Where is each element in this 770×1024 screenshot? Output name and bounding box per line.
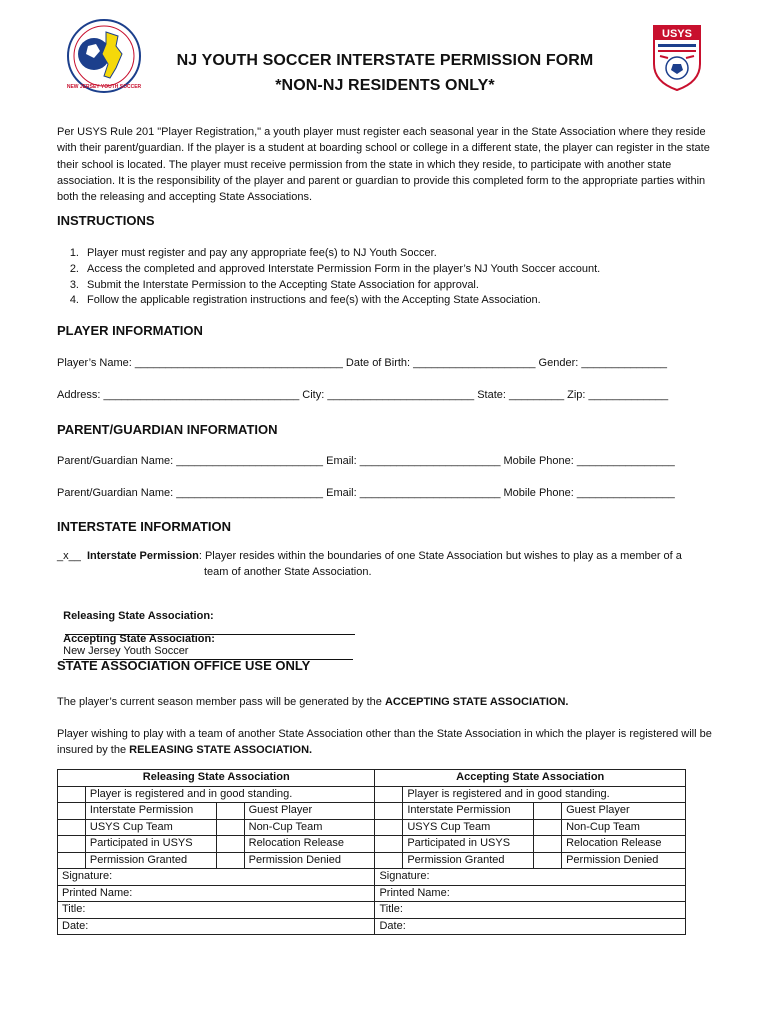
list-item: 1. Player must register and pay any appropriate fee(s) to NJ Youth Soccer. bbox=[69, 247, 437, 259]
checkbox-cell[interactable] bbox=[58, 819, 86, 836]
releasing-header: Releasing State Association bbox=[58, 770, 375, 787]
table-cell: Player is registered and in good standing. bbox=[403, 786, 686, 803]
table-row bbox=[58, 836, 686, 853]
table-cell: USYS Cup Team bbox=[85, 819, 216, 836]
accepting-row bbox=[57, 621, 353, 660]
checkbox-cell[interactable] bbox=[534, 819, 562, 836]
player-name-row[interactable]: Player’s Name: __________________________________ Date of Birth: ____________________ Gender: ______________ bbox=[57, 357, 668, 369]
checkbox-cell[interactable] bbox=[58, 852, 86, 869]
table-cell: Permission Granted bbox=[403, 852, 534, 869]
table-row bbox=[58, 885, 686, 902]
releasing-title[interactable]: Title: bbox=[58, 902, 375, 919]
office-paragraph-1: The player’s current season member pass will be generated by the ACCEPTING STATE ASSOCIATION. bbox=[57, 696, 569, 708]
checkbox-cell[interactable] bbox=[534, 852, 562, 869]
table-cell: Non-Cup Team bbox=[562, 819, 686, 836]
office-use-heading: STATE ASSOCIATION OFFICE USE ONLY bbox=[57, 658, 311, 673]
table-cell: Interstate Permission bbox=[85, 803, 216, 820]
accepting-printed-name[interactable]: Printed Name: bbox=[375, 885, 686, 902]
checkbox-cell[interactable] bbox=[534, 803, 562, 820]
instructions-list bbox=[57, 246, 600, 309]
table-cell: Relocation Release bbox=[244, 836, 375, 853]
accepting-label: Accepting State Association: bbox=[63, 633, 215, 645]
table-row bbox=[58, 902, 686, 919]
list-item: 2. Access the completed and approved Interstate Permission Form in the player’s NJ Youth Soccer account. bbox=[69, 262, 601, 275]
table-cell: Participated in USYS bbox=[85, 836, 216, 853]
permission-check[interactable]: _x__ bbox=[57, 550, 81, 562]
checkbox-cell[interactable] bbox=[375, 803, 403, 820]
checkbox-cell[interactable] bbox=[58, 786, 86, 803]
accepting-header: Accepting State Association bbox=[375, 770, 686, 787]
right-logo-text: USYS bbox=[662, 28, 692, 40]
table-cell: Permission Denied bbox=[562, 852, 686, 869]
accepting-signature[interactable]: Signature: bbox=[375, 869, 686, 886]
list-item: 3. Submit the Interstate Permission to the Accepting State Association for approval. bbox=[69, 278, 479, 291]
checkbox-cell[interactable] bbox=[216, 836, 244, 853]
table-cell: Non-Cup Team bbox=[244, 819, 375, 836]
table-cell: Permission Granted bbox=[85, 852, 216, 869]
table-row bbox=[58, 803, 686, 820]
releasing-signature[interactable]: Signature: bbox=[58, 869, 375, 886]
player-info-heading: PLAYER INFORMATION bbox=[57, 323, 203, 338]
form-subtitle: *NON-NJ RESIDENTS ONLY* bbox=[275, 77, 495, 94]
table-cell: Player is registered and in good standing. bbox=[85, 786, 375, 803]
form-title: NJ YOUTH SOCCER INTERSTATE PERMISSION FORM bbox=[176, 52, 594, 69]
table-cell: USYS Cup Team bbox=[403, 819, 534, 836]
checkbox-cell[interactable] bbox=[58, 836, 86, 853]
checkbox-cell[interactable] bbox=[375, 819, 403, 836]
left-logo-text: NEW JERSEY YOUTH SOCCER bbox=[66, 84, 142, 90]
player-address-row[interactable]: Address: ________________________________ City: ________________________ State: _________ Zip: _____________ bbox=[57, 389, 669, 401]
table-cell: Permission Denied bbox=[244, 852, 375, 869]
checkbox-cell[interactable] bbox=[375, 786, 403, 803]
list-item: 4. Follow the applicable registration instructions and fee(s) with the Accepting State Association. bbox=[69, 294, 541, 307]
table-cell: Relocation Release bbox=[562, 836, 686, 853]
checkbox-cell[interactable] bbox=[58, 803, 86, 820]
checkbox-cell[interactable] bbox=[216, 803, 244, 820]
releasing-label: Releasing State Association: bbox=[63, 610, 214, 622]
table-cell: Guest Player bbox=[562, 803, 686, 820]
interstate-info-heading: INTERSTATE INFORMATION bbox=[57, 519, 232, 534]
table-cell: Interstate Permission bbox=[403, 803, 534, 820]
table-row bbox=[58, 786, 686, 803]
permission-label: Interstate Permission bbox=[86, 550, 199, 562]
checkbox-cell[interactable] bbox=[375, 852, 403, 869]
permission-text: : Player resides within the boundaries of one State Association but wishes to play as a member of a bbox=[198, 550, 682, 562]
table-cell: Guest Player bbox=[244, 803, 375, 820]
checkbox-cell[interactable] bbox=[534, 836, 562, 853]
table-row bbox=[58, 819, 686, 836]
table-row bbox=[58, 852, 686, 869]
guardian-row-2[interactable]: Parent/Guardian Name: ________________________ Email: _______________________ Mobile Phone: ________________ bbox=[57, 487, 675, 499]
office-paragraph-2: Player wishing to play with a team of another State Association other than the State Association in which the player is registered will be insured by the RELEASING STATE ASSOCIATION. bbox=[57, 728, 712, 757]
checkbox-cell[interactable] bbox=[216, 819, 244, 836]
interstate-permission-row bbox=[57, 550, 682, 562]
guardian-info-heading: PARENT/GUARDIAN INFORMATION bbox=[57, 422, 278, 437]
checkbox-cell[interactable] bbox=[375, 836, 403, 853]
intro-paragraph: Per USYS Rule 201 "Player Registration," a youth player must register each seasonal year in the State Association where they reside with their parent/guardian. If the player is a student at boarding school or college in a different state, the player can register in the state their school is located. The player must receive permission from the state in which they reside, to participate with another state association. It is the responsibility of the player and parent or guardian to provide this completed form to the appropriate parties within both the releasing and accepting State Associations. bbox=[57, 126, 710, 204]
office-use-table bbox=[57, 769, 686, 935]
accepting-title[interactable]: Title: bbox=[375, 902, 686, 919]
table-cell: Participated in USYS bbox=[403, 836, 534, 853]
table-row bbox=[58, 770, 686, 787]
table-row bbox=[58, 918, 686, 935]
permission-text-cont: team of another State Association. bbox=[204, 566, 372, 578]
releasing-printed-name[interactable]: Printed Name: bbox=[58, 885, 375, 902]
accepting-date[interactable]: Date: bbox=[375, 918, 686, 935]
instructions-heading: INSTRUCTIONS bbox=[57, 213, 155, 228]
accepting-field[interactable]: New Jersey Youth Soccer bbox=[63, 645, 353, 660]
checkbox-cell[interactable] bbox=[216, 852, 244, 869]
releasing-date[interactable]: Date: bbox=[58, 918, 375, 935]
table-row bbox=[58, 869, 686, 886]
guardian-row-1[interactable]: Parent/Guardian Name: ________________________ Email: _______________________ Mobile Phone: ________________ bbox=[57, 455, 675, 467]
